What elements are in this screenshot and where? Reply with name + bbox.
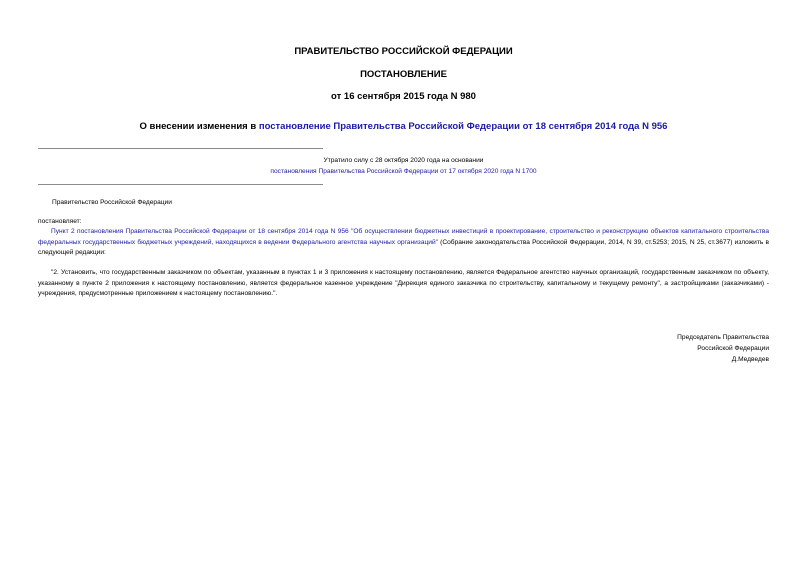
paragraph-2: "2. Установить, что государственным заказчиком по объектам, указанным в пунктах 1 и 3 приложения к настоящему постановлению, является Федеральное агентство научных организаций, государственным заказчиком по объекту, указанному в пункте 2 приложения к настоящему постановлению, является федеральное казенное учреждение "Дирекция единого заказчика по строительству, капитальному и текущему ремонту", а застройщиками (заказчиками) - учреждения, предусмотренные приложением к настоящему постановлению.". bbox=[38, 269, 769, 298]
government-heading: ПРАВИТЕЛЬСТВО РОССИЙСКОЙ ФЕДЕРАЦИИ bbox=[294, 46, 513, 57]
signature-name: Д.Медведев bbox=[731, 356, 769, 363]
decides-text: постановляет: bbox=[38, 218, 82, 225]
signature-position-line2: Российской Федерации bbox=[697, 345, 769, 352]
paragraph-1-rest: (Собрание законодательства Российской Федерации, 2014, N 39, ст.5253; 2015, N 25, ст.3677) изложить в следующей редакции: bbox=[38, 238, 769, 257]
amended-resolution-link[interactable]: постановление Правительства Российской Федерации от 18 сентября 2014 года N 956 bbox=[258, 121, 668, 132]
signature-position-line1: Председатель Правительства bbox=[677, 334, 769, 341]
divider-bottom bbox=[38, 184, 323, 185]
date-number-heading: от 16 сентября 2015 года N 980 bbox=[331, 91, 476, 102]
document-type-heading: ПОСТАНОВЛЕНИЕ bbox=[360, 69, 447, 80]
title-prefix: О внесении изменения в bbox=[139, 121, 259, 132]
paragraph-1 bbox=[38, 227, 769, 259]
paragraph-1-link[interactable]: Пункт 2 постановления Правительства Российской Федерации от 18 сентября 2014 года N 956 "Об осуществлении бюджетных инвестиций в проектирование, строительство и реконструкцию объектов капитального строительства федеральных государственных бюджетных учреждений, находящихся в ведении Федерального агентства научных организаций" bbox=[38, 228, 769, 246]
repeal-resolution-link[interactable]: постановления Правительства Российской Федерации от 17 октября 2020 года N 1700 bbox=[270, 168, 537, 175]
status-note-line: Утратило силу с 28 октября 2020 года на основании bbox=[323, 157, 484, 164]
issuer-text: Правительство Российской Федерации bbox=[52, 199, 172, 206]
document-title bbox=[0, 121, 807, 133]
divider-top bbox=[38, 148, 323, 149]
